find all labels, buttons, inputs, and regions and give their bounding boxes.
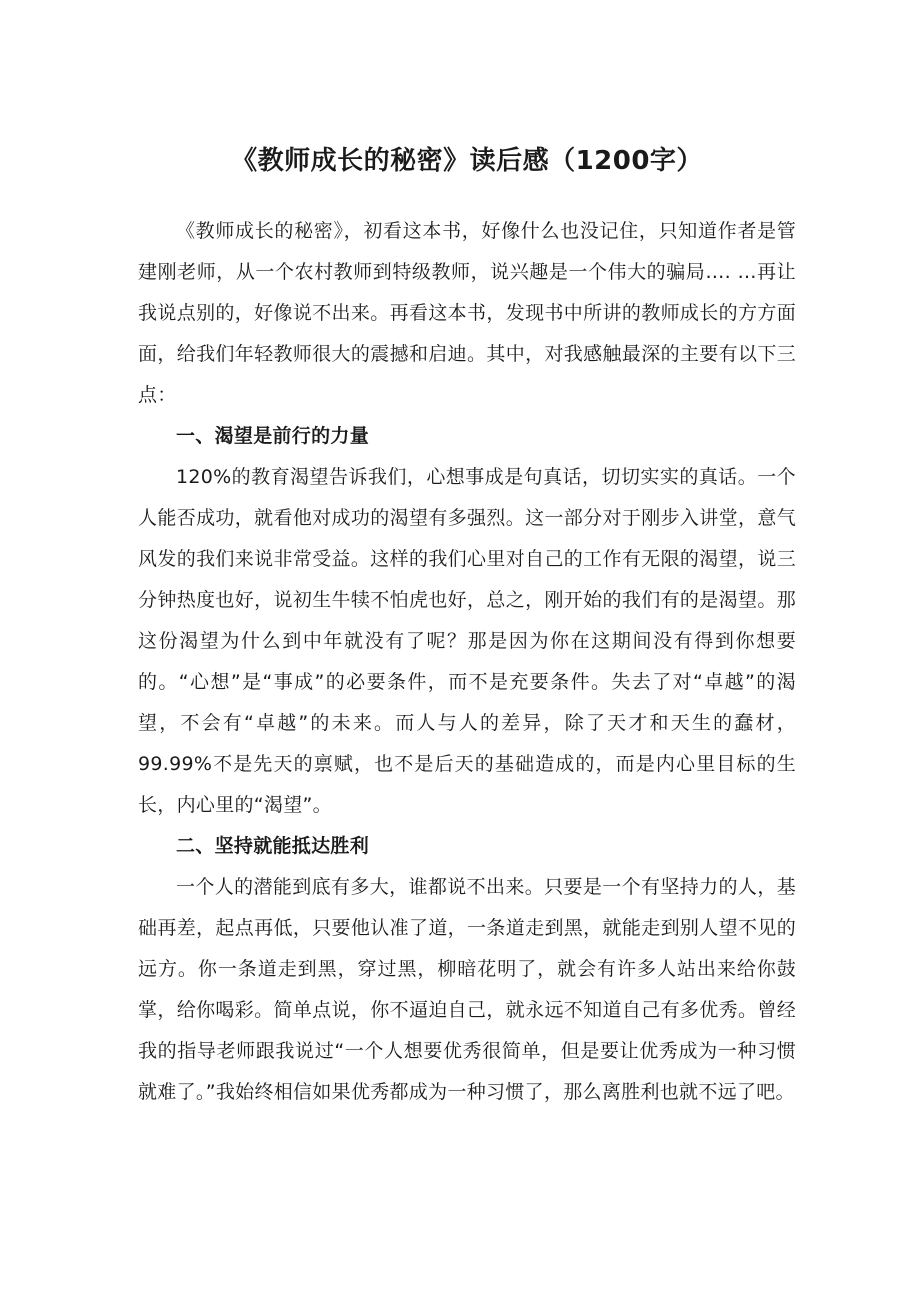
section-body-1: 120%的教育渴望告诉我们，心想事成是句真话，切切实实的真话。一个人能否成功，就看他对成功的渴望有多强烈。这一部分对于刚步入讲堂，意气风发的我们来说非常受益。这样的我们心里对自己的工作有无限的渴望，说三分钟热度也好，说初生牛犊不怕虎也好，总之，刚开始的我们有的是渴望。那这份渴望为什么到中年就没有了呢？那是因为你在这期间没有得到你想要的。“心想”是“事成”的必要条件，而不是充要条件。失去了对“卓越”的渴望，不会有“卓越”的未来。而人与人的差异，除了天才和天生的蠢材，99.99%不是先天的禀赋，也不是后天的基础造成的，而是内心里目标的生长，内心里的“渴望”。 xyxy=(138,466,796,816)
section-heading-2: 二、坚持就能抵达胜利 xyxy=(176,835,370,857)
document-title: 《教师成长的秘密》读后感（1200字） xyxy=(231,146,703,176)
intro-paragraph: 《教师成长的秘密》，初看这本书，好像什么也没记住，只知道作者是管建刚老师，从一个农村教师到特级教师，说兴趣是一个伟大的骗局…. …再让我说点别的，好像说不出来。再看这本书，发现书中所讲的教师成长的方方面面，给我们年轻教师很大的震撼和启迪。其中，对我感触最深的主要有以下三点： xyxy=(138,220,796,406)
section-heading-1: 一、渴望是前行的力量 xyxy=(176,425,370,447)
section-body-2: 一个人的潜能到底有多大，谁都说不出来。只要是一个有坚持力的人，基础再差，起点再低，只要他认准了道，一条道走到黑，就能走到别人望不见的远方。你一条道走到黑，穿过黑，柳暗花明了，就会有许多人站出来给你鼓掌，给你喝彩。简单点说，你不逼迫自己，就永远不知道自己有多优秀。曾经我的指导老师跟我说过“一个人想要优秀很简单，但是要让优秀成为一种习惯就难了。”我始终相信如果优秀都成为一种习惯了，那么离胜利也就不远了吧。 xyxy=(138,876,796,1103)
